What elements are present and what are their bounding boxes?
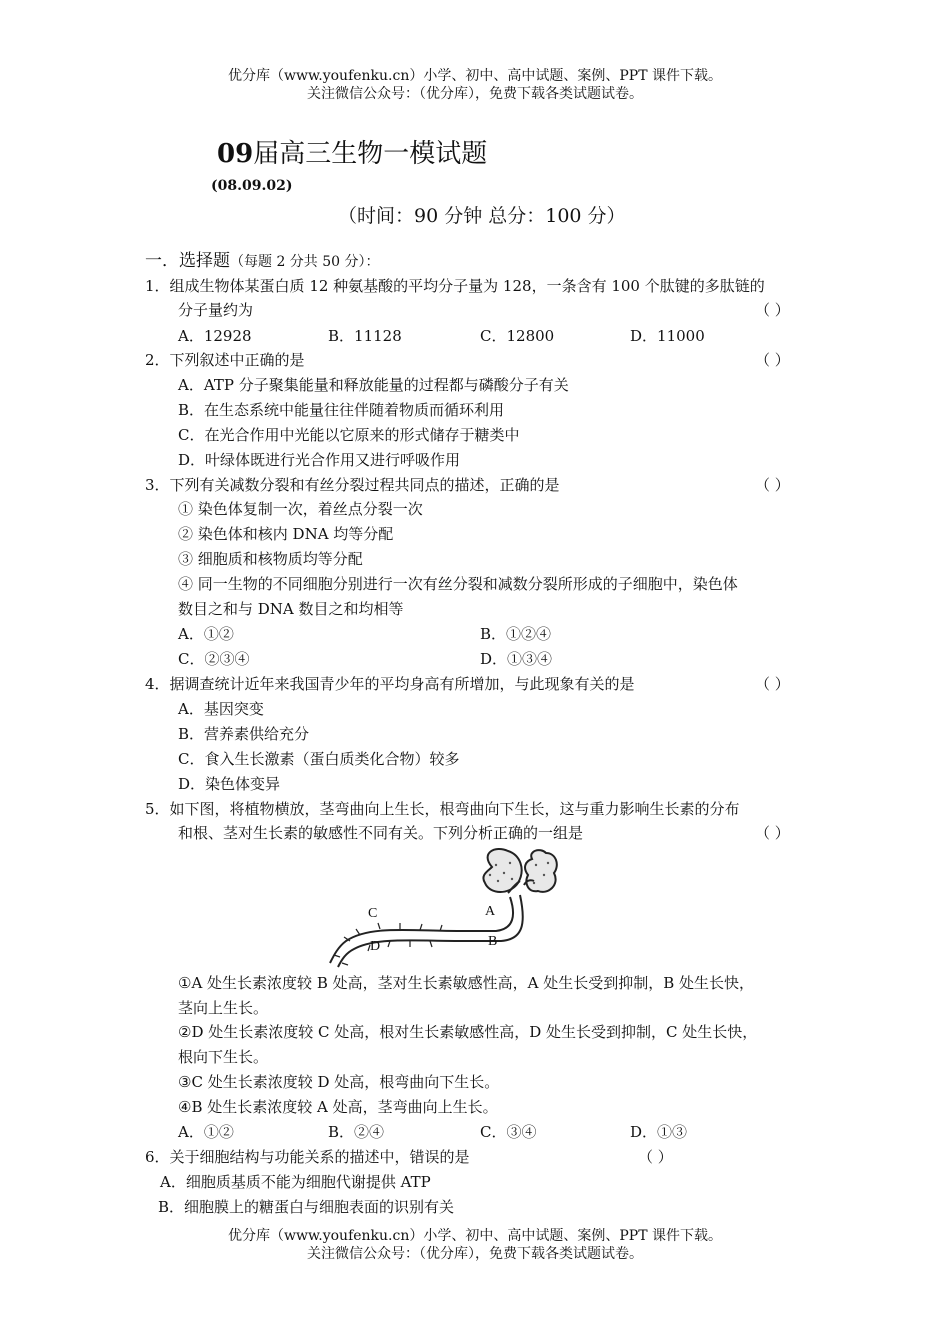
q2-option-c: C．在光合作用中光能以它原来的形式储存于糖类中 — [178, 426, 520, 444]
q6-option-b: B．细胞膜上的糖蛋白与细胞表面的识别有关 — [158, 1198, 455, 1216]
q3-statement-2: ② 染色体和核内 DNA 均等分配 — [178, 525, 394, 543]
q5-option-d: D．①③ — [630, 1123, 688, 1141]
q2-option-d: D．叶绿体既进行光合作用又进行呼吸作用 — [178, 451, 461, 469]
label-c: C — [368, 906, 378, 921]
q6-option-a: A．细胞质基质不能为细胞代谢提供 ATP — [160, 1173, 431, 1191]
q5-statement-3: ③C 处生长素浓度较 D 处高，根弯曲向下生长。 — [178, 1073, 500, 1091]
q4-option-b: B．营养素供给充分 — [178, 725, 310, 743]
q5-stem-line2: 和根、茎对生长素的敏感性不同有关。下列分析正确的一组是 — [178, 824, 584, 842]
footer-line-1: 优分库（www.youfenku.cn）小学、初中、高中试题、案例、PPT 课件下载。 — [227, 1228, 722, 1244]
q3-answer-blank: （ ） — [755, 476, 790, 494]
q5-statement-4: ④B 处生长素浓度较 A 处高，茎弯曲向上生长。 — [178, 1098, 498, 1116]
q3-statement-3: ③ 细胞质和核物质均等分配 — [178, 550, 363, 568]
q3-option-b: B．①②④ — [480, 625, 552, 643]
q3-statement-1: ① 染色体复制一次，着丝点分裂一次 — [178, 500, 423, 518]
exam-time-info: （时间：90 分钟 总分：100 分） — [338, 205, 626, 227]
footer-line-2: 关注微信公众号：（优分库），免费下载各类试题试卷。 — [307, 1246, 643, 1262]
title-text: 届高三生物一模试题 — [253, 139, 488, 169]
q4-option-d: D．染色体变异 — [178, 775, 281, 793]
q2-option-b: B．在生态系统中能量往往伴随着物质而循环利用 — [178, 401, 505, 419]
q5-option-c: C．③④ — [480, 1123, 537, 1141]
q2-option-a: A．ATP 分子聚集能量和释放能量的过程都与磷酸分子有关 — [178, 376, 569, 394]
section-title: 一．选择题 — [145, 251, 230, 271]
q1-stem-line1: 1．组成生物体某蛋白质 12 种氨基酸的平均分子量为 128，一条含有 100 个肽键的多肽链的 — [145, 277, 765, 295]
q4-option-a: A．基因突变 — [178, 700, 264, 718]
q5-option-a: A．①② — [178, 1123, 234, 1141]
q5-stem-line1: 5．如下图，将植物横放，茎弯曲向上生长，根弯曲向下生长，这与重力影响生长素的分布 — [145, 800, 740, 818]
q4-answer-blank: （ ） — [755, 675, 790, 693]
q3-statement-4-line1: ④ 同一生物的不同细胞分别进行一次有丝分裂和减数分裂所形成的子细胞中，染色体 — [178, 575, 738, 593]
q1-option-c: C．12800 — [480, 327, 555, 345]
label-b: B — [488, 934, 498, 949]
q6-answer-blank: （ ） — [638, 1148, 673, 1166]
section-heading — [145, 250, 380, 273]
root-lower-edge — [338, 940, 460, 967]
section-note: （每题 2 分共 50 分）： — [230, 254, 380, 270]
q4-option-c: C．食入生长激素（蛋白质类化合物）较多 — [178, 750, 460, 768]
q5-statement-1-line1: ①A 处生长素浓度较 B 处高，茎对生长素敏感性高，A 处生长受到抑制，B 处生长快， — [178, 974, 755, 992]
q1-option-d: D．11000 — [630, 327, 705, 345]
plant-gravitropism-figure — [320, 845, 580, 970]
q5-statement-2-line1: ②D 处生长素浓度较 C 处高，根对生长素敏感性高，D 处生长受到抑制，C 处生长快， — [178, 1023, 758, 1041]
q1-option-b: B．11128 — [328, 327, 402, 345]
q3-statement-4-line2: 数目之和与 DNA 数目之和均相等 — [178, 600, 404, 618]
q3-option-c: C．②③④ — [178, 650, 250, 668]
q6-stem: 6．关于细胞结构与功能关系的描述中，错误的是 — [145, 1148, 470, 1166]
q1-option-a: A．12928 — [178, 327, 252, 345]
q1-answer-blank: （ ） — [755, 301, 790, 319]
header-line-1: 优分库（www.youfenku.cn）小学、初中、高中试题、案例、PPT 课件下载。 — [227, 68, 722, 84]
q3-stem: 3．下列有关减数分裂和有丝分裂过程共同点的描述，正确的是 — [145, 476, 560, 494]
exam-date: (08.09.02) — [211, 178, 293, 194]
q5-statement-1-line2: 茎向上生长。 — [178, 999, 269, 1017]
q5-answer-blank: （ ） — [755, 824, 790, 842]
leaf-right — [525, 850, 557, 892]
q1-stem-line2: 分子量约为 — [178, 301, 254, 319]
q5-option-b: B．②④ — [328, 1123, 385, 1141]
label-d: D — [370, 939, 381, 954]
root-upper-edge — [330, 930, 460, 963]
q2-stem: 2．下列叙述中正确的是 — [145, 351, 305, 369]
q2-answer-blank: （ ） — [755, 351, 790, 369]
q4-stem: 4．据调查统计近年来我国青少年的平均身高有所增加，与此现象有关的是 — [145, 675, 635, 693]
title-number: 09 — [217, 139, 254, 169]
q5-statement-2-line2: 根向下生长。 — [178, 1048, 269, 1066]
exam-title — [217, 133, 487, 170]
q3-option-d: D．①③④ — [480, 650, 553, 668]
label-a: A — [485, 904, 496, 919]
header-line-2: 关注微信公众号：（优分库），免费下载各类试题试卷。 — [307, 86, 643, 102]
q3-option-a: A．①② — [178, 625, 234, 643]
